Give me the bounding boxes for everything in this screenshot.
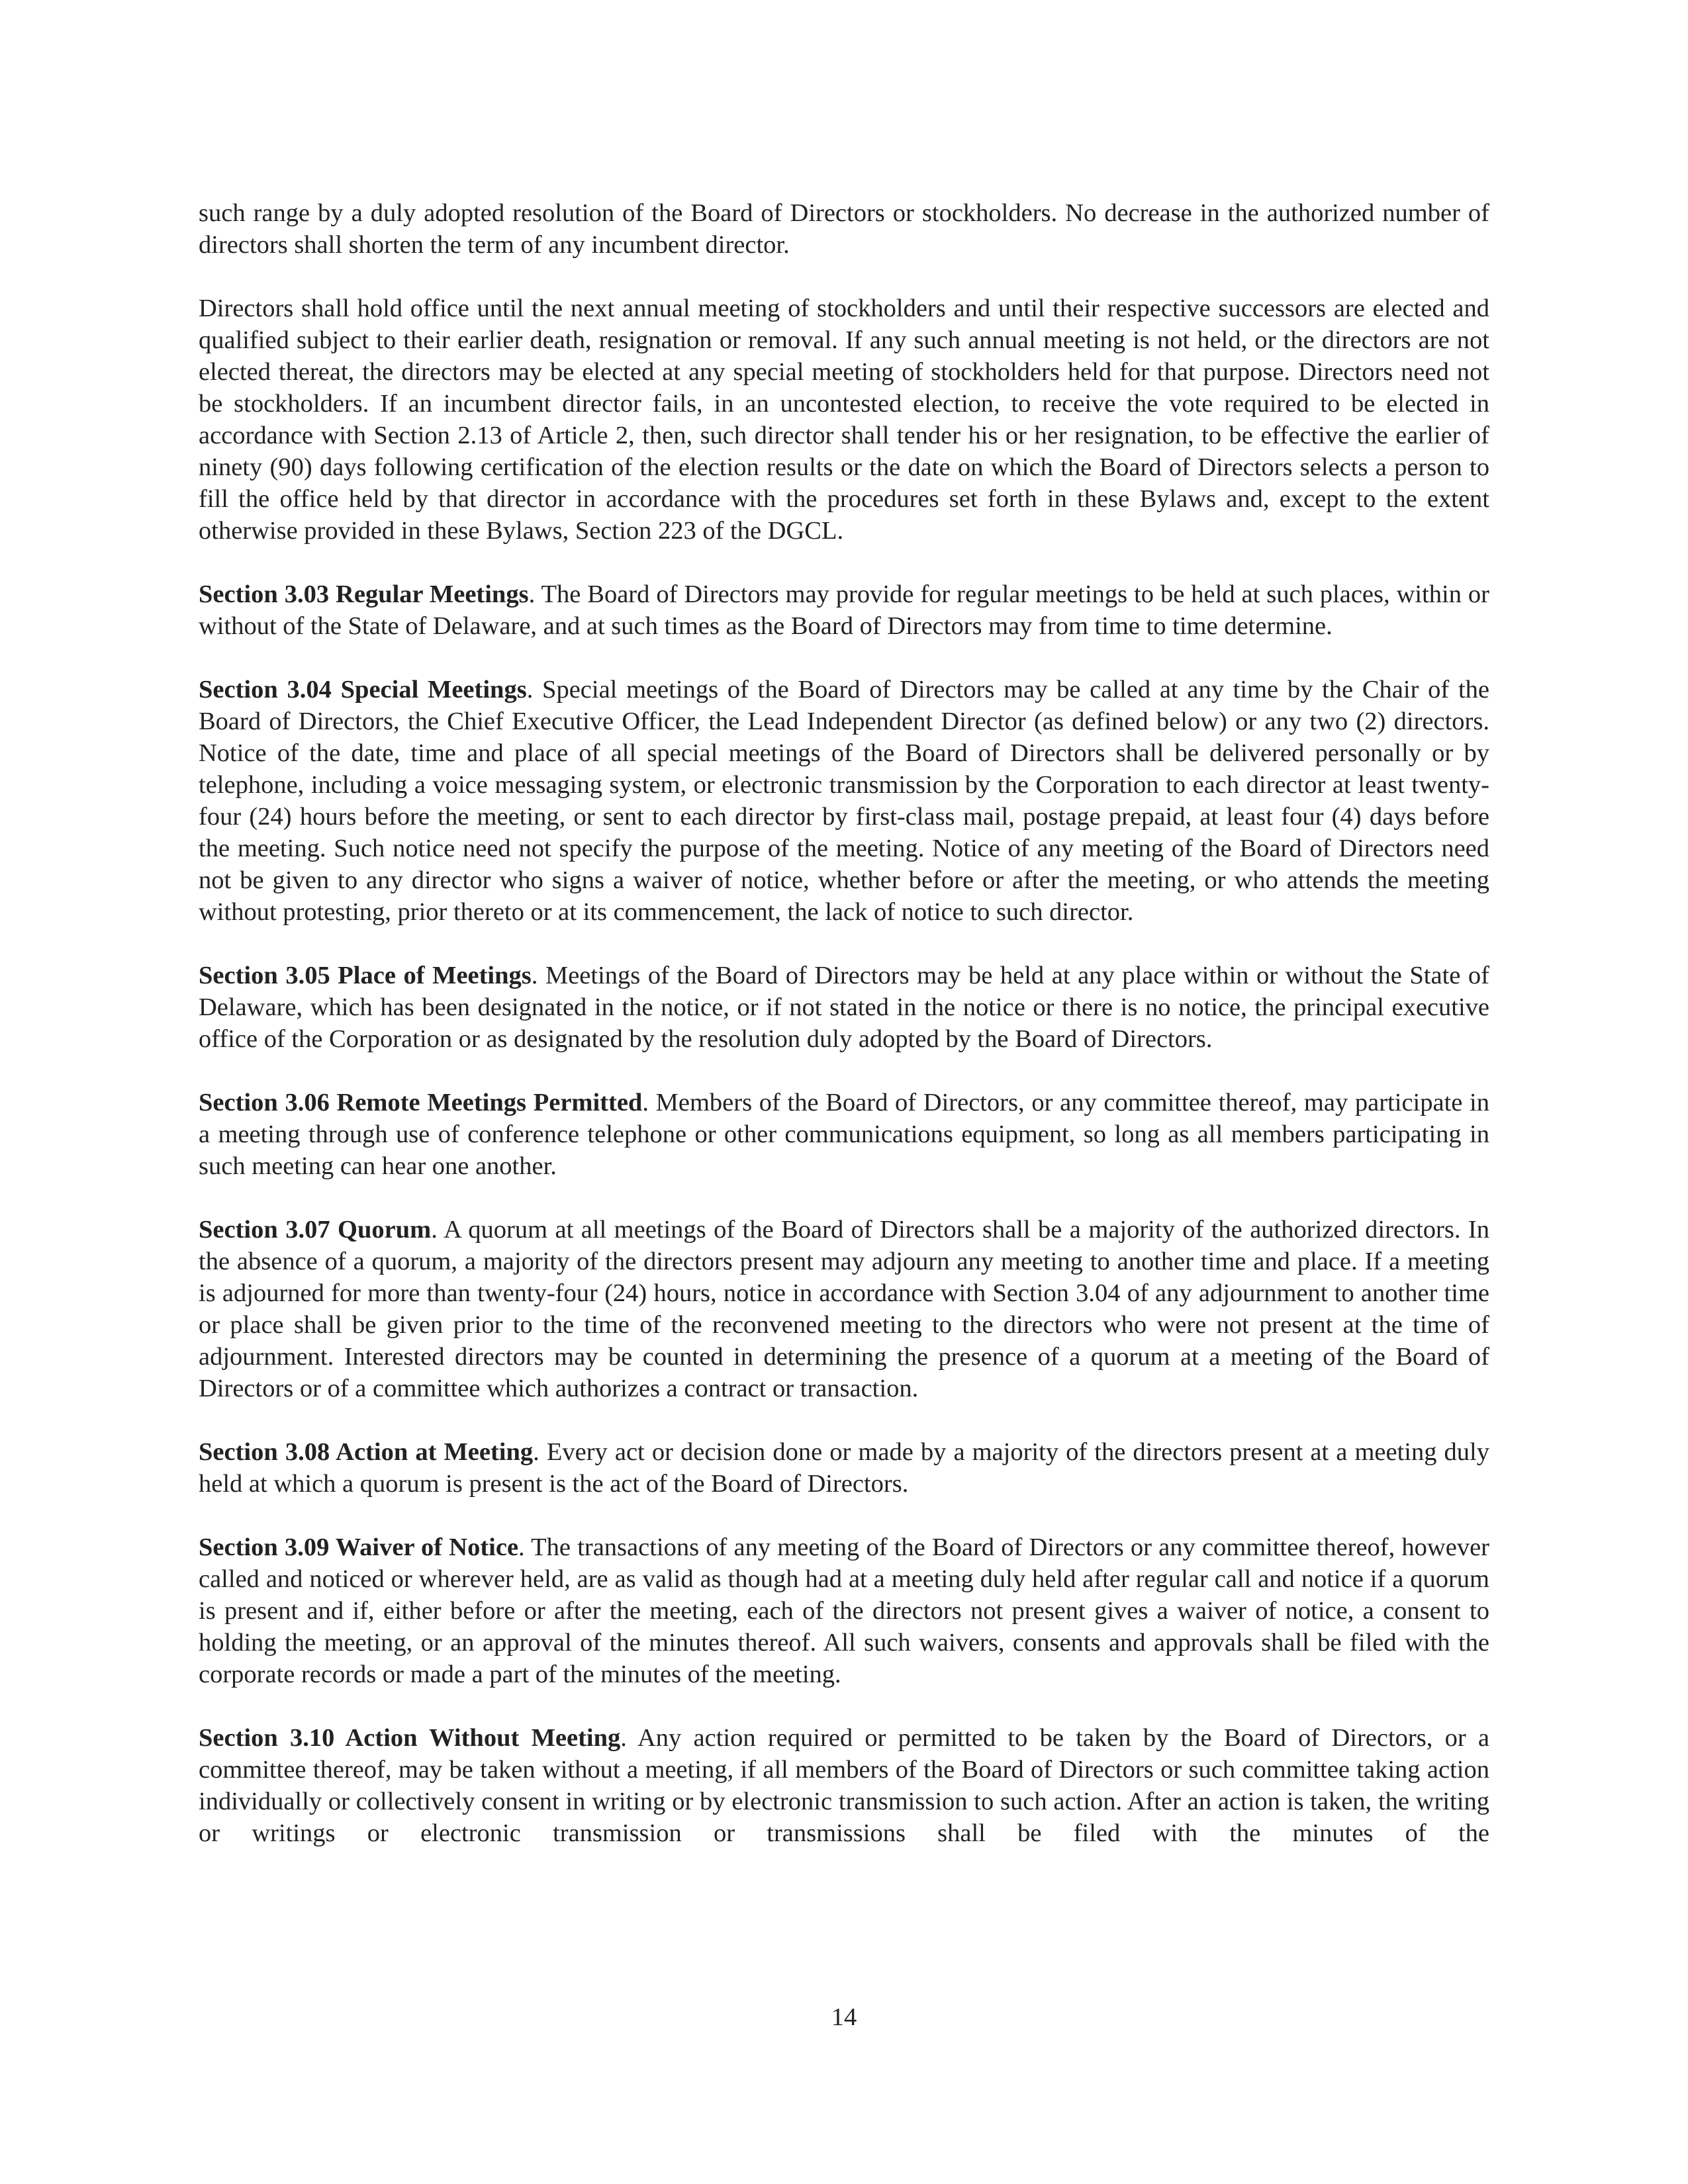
paragraph-text: Directors shall hold office until the next annual meeting of stockholders and until their respective successors are elected and qualified subject to their earlier death, resignation or removal. If any such annual meeting is not held, or the directors are not elected thereat, the directors may be elected at any special meeting of stockholders held for that purpose. Directors need not be stockholders. If an incumbent director fails, in an uncontested election, to receive the vote required to be elected in accordance with Section 2.13 of Article 2, then, such director shall tender his or her resignation, to be effective the earlier of ninety (90) days following certification of the election results or the date on which the Board of Directors selects a person to fill the office held by that director in accordance with the procedures set forth in these Bylaws and, except to the extent otherwise provided in these Bylaws, Section 223 of the DGCL. — [199, 295, 1489, 545]
section-text: . Any action required or permitted to be taken by the Board of Directors, or a committee thereof, may be taken without a meeting, if all members of the Board of Directors or such committee taking action individually or collectively consent in writing or by electronic transmission to such action. After an action is taken, the writing or writings or electronic transmission or transmissions shall be filed with the minutes of the — [199, 1724, 1489, 1847]
section-heading: Section 3.04 Special Meetings — [199, 676, 527, 704]
section-3-07-quorum — [199, 1214, 1489, 1404]
section-heading: Section 3.03 Regular Meetings — [199, 580, 529, 608]
section-heading: Section 3.05 Place of Meetings — [199, 962, 532, 989]
paragraph-directors-range — [199, 197, 1489, 261]
section-text: . Members of the Board of Directors, or any committee thereof, may participate in a meeting through use of conference telephone or other communications equipment, so long as all members participating in such meeting can hear one another. — [199, 1089, 1489, 1180]
section-3-08-action-at-meeting — [199, 1436, 1489, 1500]
section-heading: Section 3.09 Waiver of Notice — [199, 1533, 519, 1561]
section-text: . Meetings of the Board of Directors may be held at any place within or without the State of Delaware, which has been designated in the notice, or if not stated in the notice or there is no notice, the principal executive office of the Corporation or as designated by the resolution duly adopted by the Board of Directors. — [199, 962, 1489, 1053]
section-text: . The transactions of any meeting of the Board of Directors or any committee thereof, however called and noticed or wherever held, are as valid as though had at a meeting duly held after regular call and notice if a quorum is present and if, either before or after the meeting, each of the directors not present gives a waiver of notice, a consent to holding the meeting, or an approval of the minutes thereof. All such waivers, consents and approvals shall be filed with the corporate records or made a part of the minutes of the meeting. — [199, 1533, 1489, 1688]
section-text: . Every act or decision done or made by a majority of the directors present at a meeting duly held at which a quorum is present is the act of the Board of Directors. — [199, 1438, 1489, 1498]
paragraph-directors-term — [199, 293, 1489, 547]
document-body — [199, 197, 1489, 1849]
section-text: . The Board of Directors may provide for regular meetings to be held at such places, within or without of the State of Delaware, and at such times as the Board of Directors may from time to time determine. — [199, 580, 1489, 640]
section-3-09-waiver-of-notice — [199, 1531, 1489, 1690]
section-heading: Section 3.07 Quorum — [199, 1216, 432, 1244]
section-heading: Section 3.08 Action at Meeting — [199, 1438, 534, 1466]
section-text: . A quorum at all meetings of the Board of Directors shall be a majority of the authorized directors. In the absence of a quorum, a majority of the directors present may adjourn any meeting to another time and place. If a meeting is adjourned for more than twenty-four (24) hours, notice in accordance with Section 3.04 of any adjournment to another time or place shall be given prior to the time of the reconvened meeting to the directors who were not present at the time of adjournment. Interested directors may be counted in determining the presence of a quorum at a meeting of the Board of Directors or of a committee which authorizes a contract or transaction. — [199, 1216, 1489, 1402]
page-number: 14 — [831, 2003, 857, 2031]
section-3-10-action-without-meeting — [199, 1722, 1489, 1849]
section-3-03-regular-meetings — [199, 578, 1489, 642]
section-heading: Section 3.10 Action Without Meeting — [199, 1724, 621, 1752]
section-3-05-place-of-meetings — [199, 960, 1489, 1055]
section-text: . Special meetings of the Board of Directors may be called at any time by the Chair of the Board of Directors, the Chief Executive Officer, the Lead Independent Director (as defined below) or any two (2) directors. Notice of the date, time and place of all special meetings of the Board of Directors shall be delivered personally or by telephone, including a voice messaging system, or electronic transmission by the Corporation to each director at least twenty-four (24) hours before the meeting, or sent to each director by first-class mail, postage prepaid, at least four (4) days before the meeting. Such notice need not specify the purpose of the meeting. Notice of any meeting of the Board of Directors need not be given to any director who signs a waiver of notice, whether before or after the meeting, or who attends the meeting without protesting, prior thereto or at its commencement, the lack of notice to such director. — [199, 676, 1489, 926]
section-3-06-remote-meetings — [199, 1087, 1489, 1182]
section-3-04-special-meetings — [199, 674, 1489, 928]
paragraph-text: such range by a duly adopted resolution of the Board of Directors or stockholders. No decrease in the authorized number of directors shall shorten the term of any incumbent director. — [199, 199, 1489, 259]
section-heading: Section 3.06 Remote Meetings Permitted — [199, 1089, 643, 1116]
